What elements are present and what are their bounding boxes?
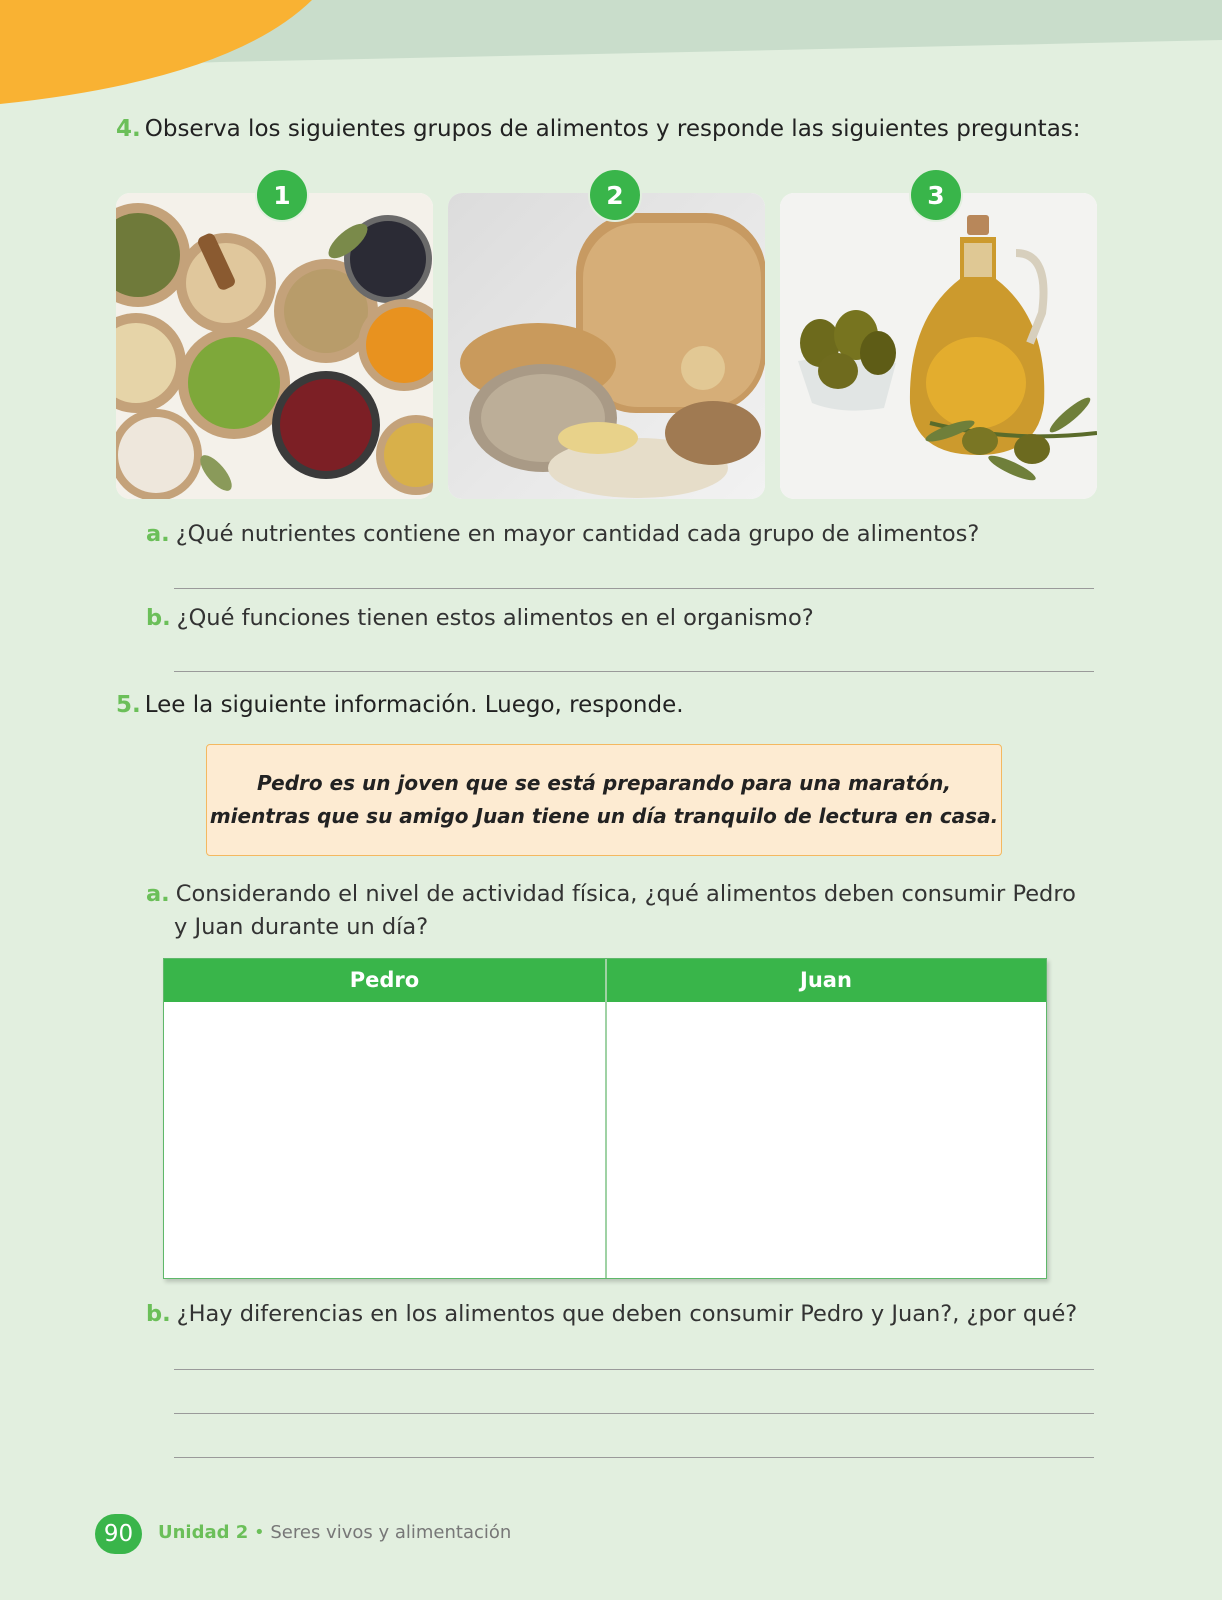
header-decoration [0, 0, 1222, 110]
question-number: 5. [116, 692, 141, 718]
sub-question-text: ¿Qué funciones tienen estos alimentos en el organismo? [176, 605, 814, 631]
question-5b [146, 1298, 1077, 1331]
table-header-juan: Juan [800, 968, 852, 992]
question-5a [146, 878, 1076, 944]
footer-unit-name: Seres vivos y alimentación [270, 1522, 512, 1543]
footer-separator: • [248, 1522, 271, 1543]
question-number: 4. [116, 116, 141, 142]
footer-unit-title [158, 1522, 511, 1543]
answer-line[interactable] [174, 1369, 1094, 1370]
sub-question-letter: a. [146, 881, 170, 907]
table-cell-juan[interactable] [607, 1002, 1045, 1278]
answer-line[interactable] [174, 1457, 1094, 1458]
badge-1: 1 [255, 168, 309, 222]
footer-unit: Unidad 2 [158, 1522, 249, 1543]
sub-question-text-line-1: Considerando el nivel de actividad física, ¿qué alimentos deben consumir Pedro [175, 881, 1076, 907]
answer-line[interactable] [174, 1413, 1094, 1414]
question-4a [146, 518, 979, 551]
info-line-2: mientras que su amigo Juan tiene un día tranquilo de lectura en casa. [209, 804, 999, 828]
answer-line[interactable] [174, 671, 1094, 672]
legumes-photo [116, 193, 433, 499]
info-line-1: Pedro es un joven que se está preparando para una maratón, [257, 771, 951, 795]
question-5-title [116, 692, 684, 718]
question-4b [146, 602, 814, 635]
sub-question-letter: b. [146, 605, 171, 631]
question-text: Lee la siguiente información. Luego, responde. [144, 692, 684, 718]
question-4-title [116, 116, 1081, 142]
pedro-juan-table [163, 958, 1047, 1279]
table-divider [605, 959, 607, 1278]
sub-question-letter: b. [146, 1301, 171, 1327]
sub-question-text: ¿Qué nutrientes contiene en mayor cantidad cada grupo de alimentos? [175, 521, 980, 547]
table-header-pedro: Pedro [349, 968, 420, 992]
page-number: 90 [95, 1514, 142, 1554]
sub-question-text-line-2: y Juan durante un día? [174, 914, 429, 940]
table-cell-pedro[interactable] [164, 1002, 605, 1278]
badge-2: 2 [588, 168, 642, 222]
bread-cereals-photo [448, 193, 765, 499]
badge-3: 3 [909, 168, 963, 222]
answer-line[interactable] [174, 588, 1094, 589]
sub-question-text: ¿Hay diferencias en los alimentos que deben consumir Pedro y Juan?, ¿por qué? [176, 1301, 1078, 1327]
info-box [206, 744, 1002, 856]
question-text: Observa los siguientes grupos de alimentos y responde las siguientes preguntas: [144, 116, 1081, 142]
olive-oil-photo [780, 193, 1097, 499]
sub-question-letter: a. [146, 521, 170, 547]
